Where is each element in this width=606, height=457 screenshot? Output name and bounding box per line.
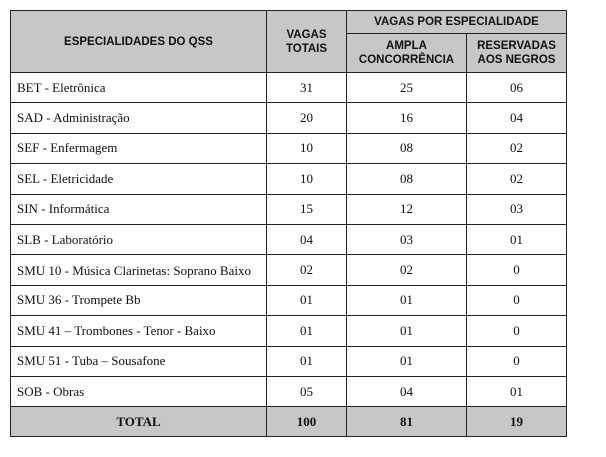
cell-total: 01 bbox=[267, 346, 347, 376]
cell-reserved: 0 bbox=[467, 316, 567, 346]
cell-ampla: 25 bbox=[347, 73, 467, 103]
table-row bbox=[11, 73, 567, 103]
cell-ampla: 12 bbox=[347, 194, 467, 224]
header-specialty: ESPECIALIDADES DO QSS bbox=[11, 11, 267, 73]
cell-total: 10 bbox=[267, 133, 347, 163]
cell-total: 10 bbox=[267, 164, 347, 194]
cell-ampla: 03 bbox=[347, 224, 467, 254]
table-row bbox=[11, 103, 567, 133]
vacancies-table-container bbox=[10, 10, 567, 437]
header-ampla-line1: AMPLA bbox=[386, 40, 427, 52]
cell-total: 01 bbox=[267, 285, 347, 315]
cell-specialty: SAD - Administração bbox=[11, 103, 267, 133]
cell-specialty: BET - Eletrônica bbox=[11, 73, 267, 103]
total-label: TOTAL bbox=[11, 407, 267, 437]
cell-reserved: 01 bbox=[467, 376, 567, 406]
header-ampla-line2: CONCORRÊNCIA bbox=[358, 54, 455, 66]
header-reserved-line2: AOS NEGROS bbox=[477, 54, 556, 66]
cell-ampla: 16 bbox=[347, 103, 467, 133]
total-vacancies-sum: 100 bbox=[267, 407, 347, 437]
table-row bbox=[11, 255, 567, 285]
cell-total: 31 bbox=[267, 73, 347, 103]
cell-specialty: SIN - Informática bbox=[11, 194, 267, 224]
cell-ampla: 08 bbox=[347, 133, 467, 163]
cell-reserved: 01 bbox=[467, 224, 567, 254]
table-row bbox=[11, 316, 567, 346]
cell-specialty: SEF - Enfermagem bbox=[11, 133, 267, 163]
cell-specialty: SEL - Eletricidade bbox=[11, 164, 267, 194]
table-row bbox=[11, 133, 567, 163]
cell-reserved: 02 bbox=[467, 133, 567, 163]
cell-specialty: SOB - Obras bbox=[11, 376, 267, 406]
cell-total: 15 bbox=[267, 194, 347, 224]
header-total-vacancies bbox=[267, 11, 347, 73]
header-reserved-line1: RESERVADAS bbox=[477, 40, 556, 52]
cell-reserved: 0 bbox=[467, 255, 567, 285]
cell-ampla: 01 bbox=[347, 285, 467, 315]
cell-specialty: SMU 51 - Tuba – Sousafone bbox=[11, 346, 267, 376]
cell-total: 05 bbox=[267, 376, 347, 406]
cell-specialty: SMU 36 - Trompete Bb bbox=[11, 285, 267, 315]
table-row bbox=[11, 224, 567, 254]
header-reserved bbox=[467, 34, 567, 73]
cell-total: 02 bbox=[267, 255, 347, 285]
total-row bbox=[11, 407, 567, 437]
cell-ampla: 04 bbox=[347, 376, 467, 406]
cell-ampla: 01 bbox=[347, 346, 467, 376]
cell-specialty: SLB - Laboratório bbox=[11, 224, 267, 254]
table-row bbox=[11, 194, 567, 224]
cell-reserved: 06 bbox=[467, 73, 567, 103]
table-row bbox=[11, 376, 567, 406]
cell-total: 04 bbox=[267, 224, 347, 254]
table-row bbox=[11, 164, 567, 194]
cell-ampla: 02 bbox=[347, 255, 467, 285]
table-row bbox=[11, 346, 567, 376]
cell-reserved: 0 bbox=[467, 346, 567, 376]
cell-reserved: 04 bbox=[467, 103, 567, 133]
table-row bbox=[11, 285, 567, 315]
cell-total: 01 bbox=[267, 316, 347, 346]
table-header bbox=[11, 11, 567, 73]
table-body bbox=[11, 73, 567, 407]
cell-ampla: 08 bbox=[347, 164, 467, 194]
cell-specialty: SMU 10 - Música Clarinetas: Soprano Baixo bbox=[11, 255, 267, 285]
cell-ampla: 01 bbox=[347, 316, 467, 346]
header-ampla-concorrencia bbox=[347, 34, 467, 73]
cell-reserved: 03 bbox=[467, 194, 567, 224]
header-vacancies-by-specialty: VAGAS POR ESPECIALIDADE bbox=[347, 11, 567, 34]
header-total-line2: TOTAIS bbox=[285, 42, 328, 55]
header-total-line1: VAGAS bbox=[286, 28, 327, 41]
table-footer bbox=[11, 407, 567, 437]
cell-reserved: 02 bbox=[467, 164, 567, 194]
vacancies-table bbox=[10, 10, 567, 437]
total-reserved-sum: 19 bbox=[467, 407, 567, 437]
total-ampla-sum: 81 bbox=[347, 407, 467, 437]
cell-reserved: 0 bbox=[467, 285, 567, 315]
cell-specialty: SMU 41 – Trombones - Tenor - Baixo bbox=[11, 316, 267, 346]
cell-total: 20 bbox=[267, 103, 347, 133]
